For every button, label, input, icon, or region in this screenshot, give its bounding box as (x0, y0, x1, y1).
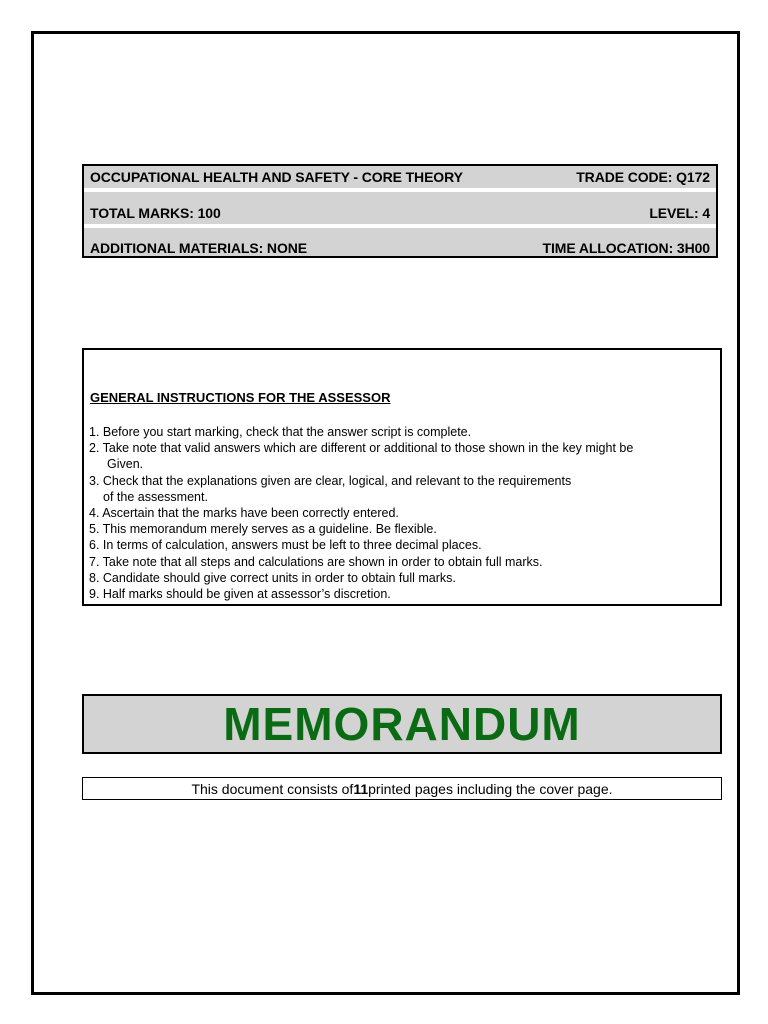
page-count-number: 11 (353, 780, 369, 797)
row-separator (84, 224, 716, 228)
instruction-line: 3. Check that the explanations given are clear, logical, and relevant to the requirements (89, 473, 572, 488)
instruction-line: 9. Half marks should be given at assessor’s discretion. (89, 587, 391, 602)
instruction-line: Given. (107, 457, 144, 472)
instruction-line: 5. This memorandum merely serves as a guideline. Be flexible. (89, 522, 437, 537)
page-count-note (82, 777, 722, 800)
memorandum-title: MEMORANDUM (223, 698, 581, 750)
row-separator (84, 188, 716, 192)
page-count-prefix: This document consists of (191, 780, 354, 797)
info-row-subject (90, 166, 710, 188)
info-row-marks (90, 202, 710, 224)
memorandum-banner (82, 694, 722, 754)
instruction-line: 1. Before you start marking, check that the answer script is complete. (89, 425, 472, 439)
instruction-line: 6. In terms of calculation, answers must be left to three decimal places. (89, 538, 482, 553)
instruction-line: 8. Candidate should give correct units in order to obtain full marks. (89, 570, 456, 585)
subject-title: OCCUPATIONAL HEALTH AND SAFETY - CORE THEORY (90, 169, 463, 185)
info-row-materials (90, 237, 710, 259)
assessor-instructions-box (82, 348, 722, 606)
instruction-line: 4. Ascertain that the marks have been correctly entered. (89, 506, 399, 521)
exam-info-table (82, 164, 718, 258)
instructions-heading: GENERAL INSTRUCTIONS FOR THE ASSESSOR (90, 390, 391, 405)
time-allocation: TIME ALLOCATION: 3H00 (542, 240, 710, 256)
page-count-suffix: printed pages including the cover page. (368, 780, 613, 797)
total-marks: TOTAL MARKS: 100 (90, 205, 221, 221)
level: LEVEL: 4 (649, 205, 710, 221)
instructions-list (89, 424, 714, 602)
additional-materials: ADDITIONAL MATERIALS: NONE (90, 240, 307, 256)
instruction-line: 7. Take note that all steps and calculations are shown in order to obtain full marks. (89, 554, 543, 569)
trade-code: TRADE CODE: Q172 (576, 169, 710, 185)
instruction-line: 2. Take note that valid answers which are different or additional to those shown in the key might be (89, 441, 634, 456)
instruction-line: of the assessment. (103, 489, 208, 504)
